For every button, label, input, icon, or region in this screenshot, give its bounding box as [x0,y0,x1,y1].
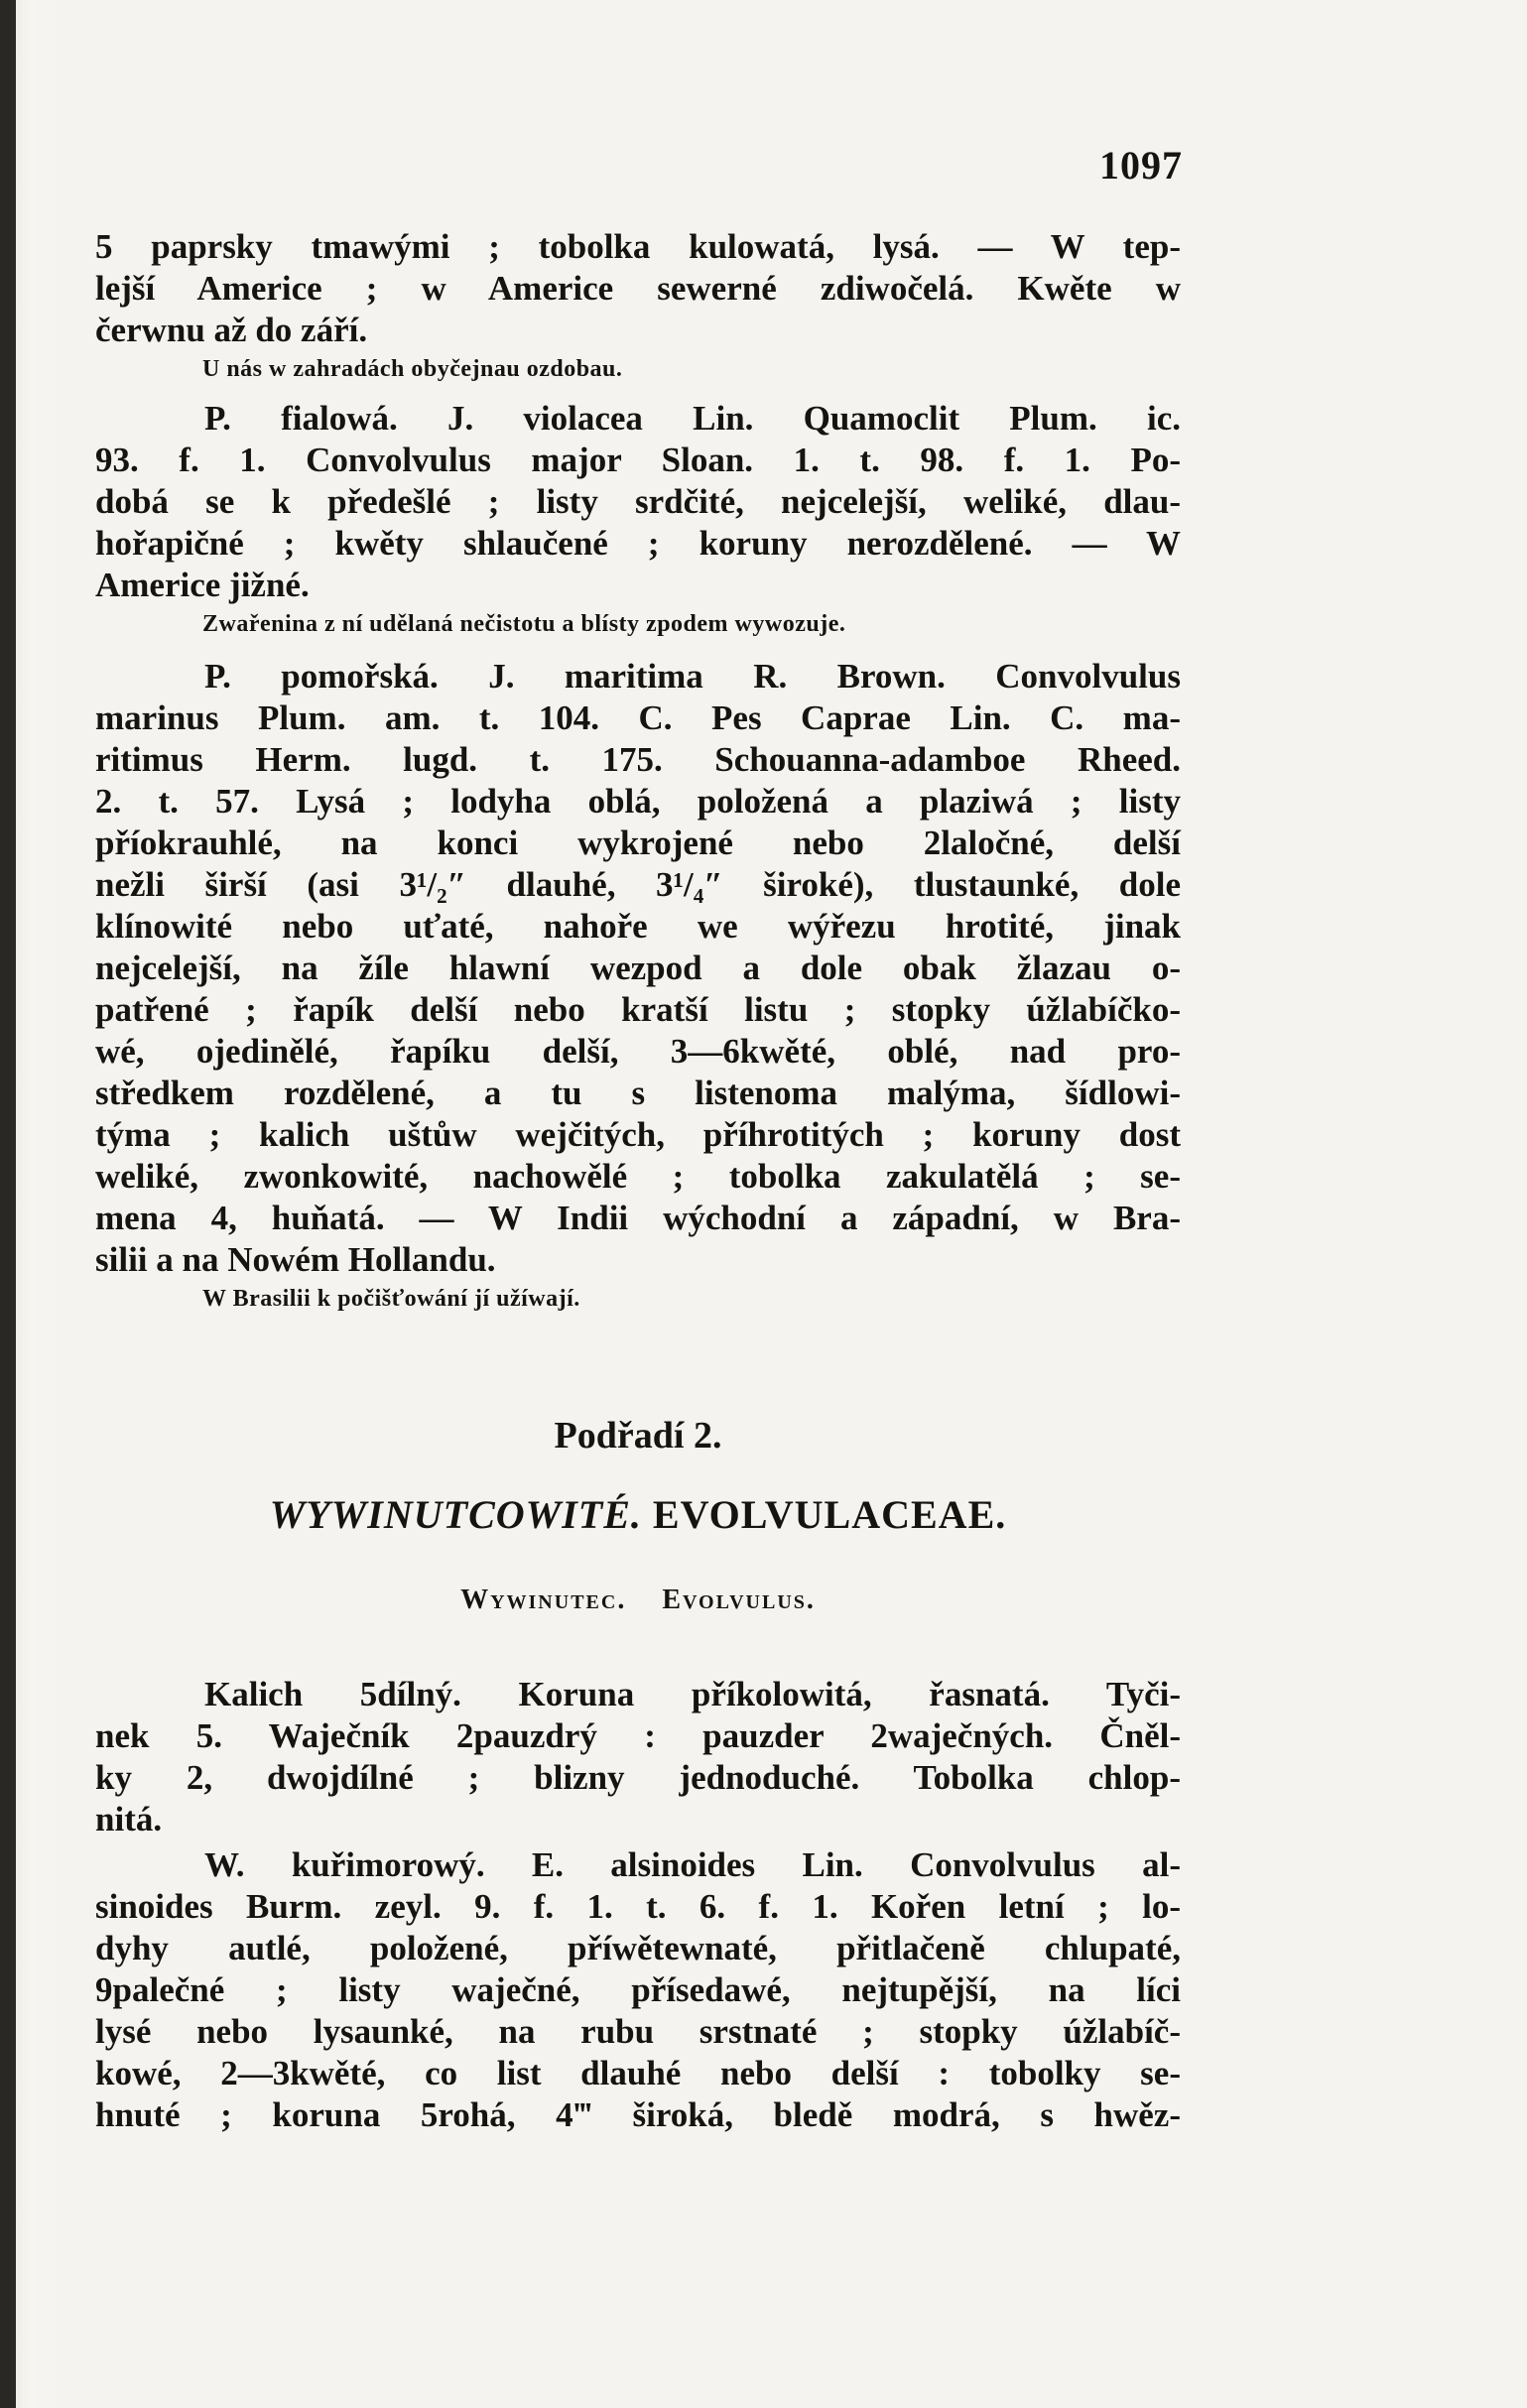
text-line: silii a na Nowém Hollandu. [95,1240,496,1279]
genus-title-latin: Evolvulus. [662,1584,816,1615]
text-line: lejší Americe ; w Americe sewerné zdiwočelá. Kwěte w [95,269,1181,308]
text-line: dobá se k předešlé ; listy srdčité, nejcelejší, weliké, dlau- [95,482,1181,521]
usage-note: U nás w zahradách obyčejnau ozdobau. [202,356,623,382]
paragraph-evolvulus-alsinoides [95,1844,1181,2136]
text-line: Americe jižné. [95,566,310,604]
text-line: 9palečné ; listy waječné, přísedawé, nejtupější, na líci [95,1970,1181,2009]
text-line: 5 paprsky tmawými ; tobolka kulowatá, lysá. — W tep- [95,227,1181,266]
text-line: 93. f. 1. Convolvulus major Sloan. 1. t. 98. f. 1. Po- [95,441,1181,479]
text-line: hnuté ; koruna 5rohá, 4‴ široká, bledě modrá, s hwěz- [95,2095,1181,2134]
text-line: patřené ; řapík delší nebo kratší listu ; stopky úžlabíčko- [95,990,1181,1029]
usage-note: W Brasilii k počišťowání jí užíwají. [202,1286,580,1312]
text-line: wé, ojedinělé, řapíku delší, 3—6kwěté, oblé, nad pro- [95,1032,1181,1071]
suborder-title [95,1491,1181,1538]
usage-note: Zwařenina z ní udělaná nečistotu a blísty zpodem wywozuje. [202,611,846,637]
text-line: lysé nebo lysaunké, na rubu srstnaté ; stopky úžlabíč- [95,2012,1181,2051]
text-line: Kalich 5dílný. Koruna příkolowitá, řasnatá. Tyči- [204,1675,1181,1713]
text-line: hořapičné ; kwěty shlaučené ; koruny nerozdělené. — W [95,524,1181,563]
text-line: středkem rozdělené, a tu s listenoma malýma, šídlowi- [95,1074,1181,1112]
text-line: sinoides Burm. zeyl. 9. f. 1. t. 6. f. 1. Kořen letní ; lo- [95,1887,1181,1926]
genus-title-czech: Wywinutec. [460,1584,627,1615]
text-line: kowé, 2—3kwěté, co list dlauhé nebo delší : tobolky se- [95,2054,1181,2092]
text-line: nek 5. Waječník 2pauzdrý : pauzder 2waječných. Čněl- [95,1716,1181,1755]
text-line: nejcelejší, na žíle hlawní wezpod a dole obak žlazau o- [95,949,1181,987]
text-line: ky 2, dwojdílné ; blizny jednoduché. Tobolka chlop- [95,1758,1181,1797]
text-line: týma ; kalich uštůw wejčitých, příhrotitých ; koruny dost [95,1115,1181,1154]
text-line: klínowité nebo uťaté, nahoře we wýřezu hrotité, jinak [95,907,1181,946]
text-line: nežli širší (asi 3¹/₂″ dlauhé, 3¹/₄″ široké), tlustaunké, dole [95,865,1181,904]
paragraph-ipomoea-maritima [95,656,1181,1317]
suborder-title-czech: WYWINUTCOWITÉ. [269,1492,642,1537]
genus-title [95,1584,1181,1616]
text-line: weliké, zwonkowité, nachowělé ; tobolka zakulatělá ; se- [95,1157,1181,1196]
text-line: ritimus Herm. lugd. t. 175. Schouanna-adamboe Rheed. [95,740,1181,779]
paragraph-ipomoea-end [95,226,1181,387]
suborder-label: Podřadí 2. [554,1415,722,1457]
text-line: čerwnu až do září. [95,311,368,349]
text-line: nitá. [95,1800,163,1838]
text-line: mena 4, huňatá. — W Indii wýchodní a západní, w Bra- [95,1199,1181,1237]
text-line: P. pomořská. J. maritima R. Brown. Convolvulus [204,657,1181,696]
text-line: marinus Plum. am. t. 104. C. Pes Caprae Lin. C. ma- [95,698,1181,737]
page-gutter [0,0,16,2408]
text-line: příokrauhlé, na konci wykrojené nebo 2laločné, delší [95,824,1181,862]
text-line: W. kuřimorowý. E. alsinoides Lin. Convolvulus al- [204,1845,1181,1884]
paragraph-ipomoea-violacea [95,398,1181,642]
text-line: dyhy autlé, položené, příwětewnaté, přitlačeně chlupaté, [95,1929,1181,1967]
text-line: P. fialowá. J. violacea Lin. Quamoclit Plum. ic. [204,399,1181,438]
suborder-title-latin: EVOLVULACEAE. [652,1492,1007,1537]
text-line: 2. t. 57. Lysá ; lodyha oblá, položená a plaziwá ; listy [95,782,1181,821]
page-number: 1097 [1099,143,1183,188]
genus-description [95,1674,1181,1840]
